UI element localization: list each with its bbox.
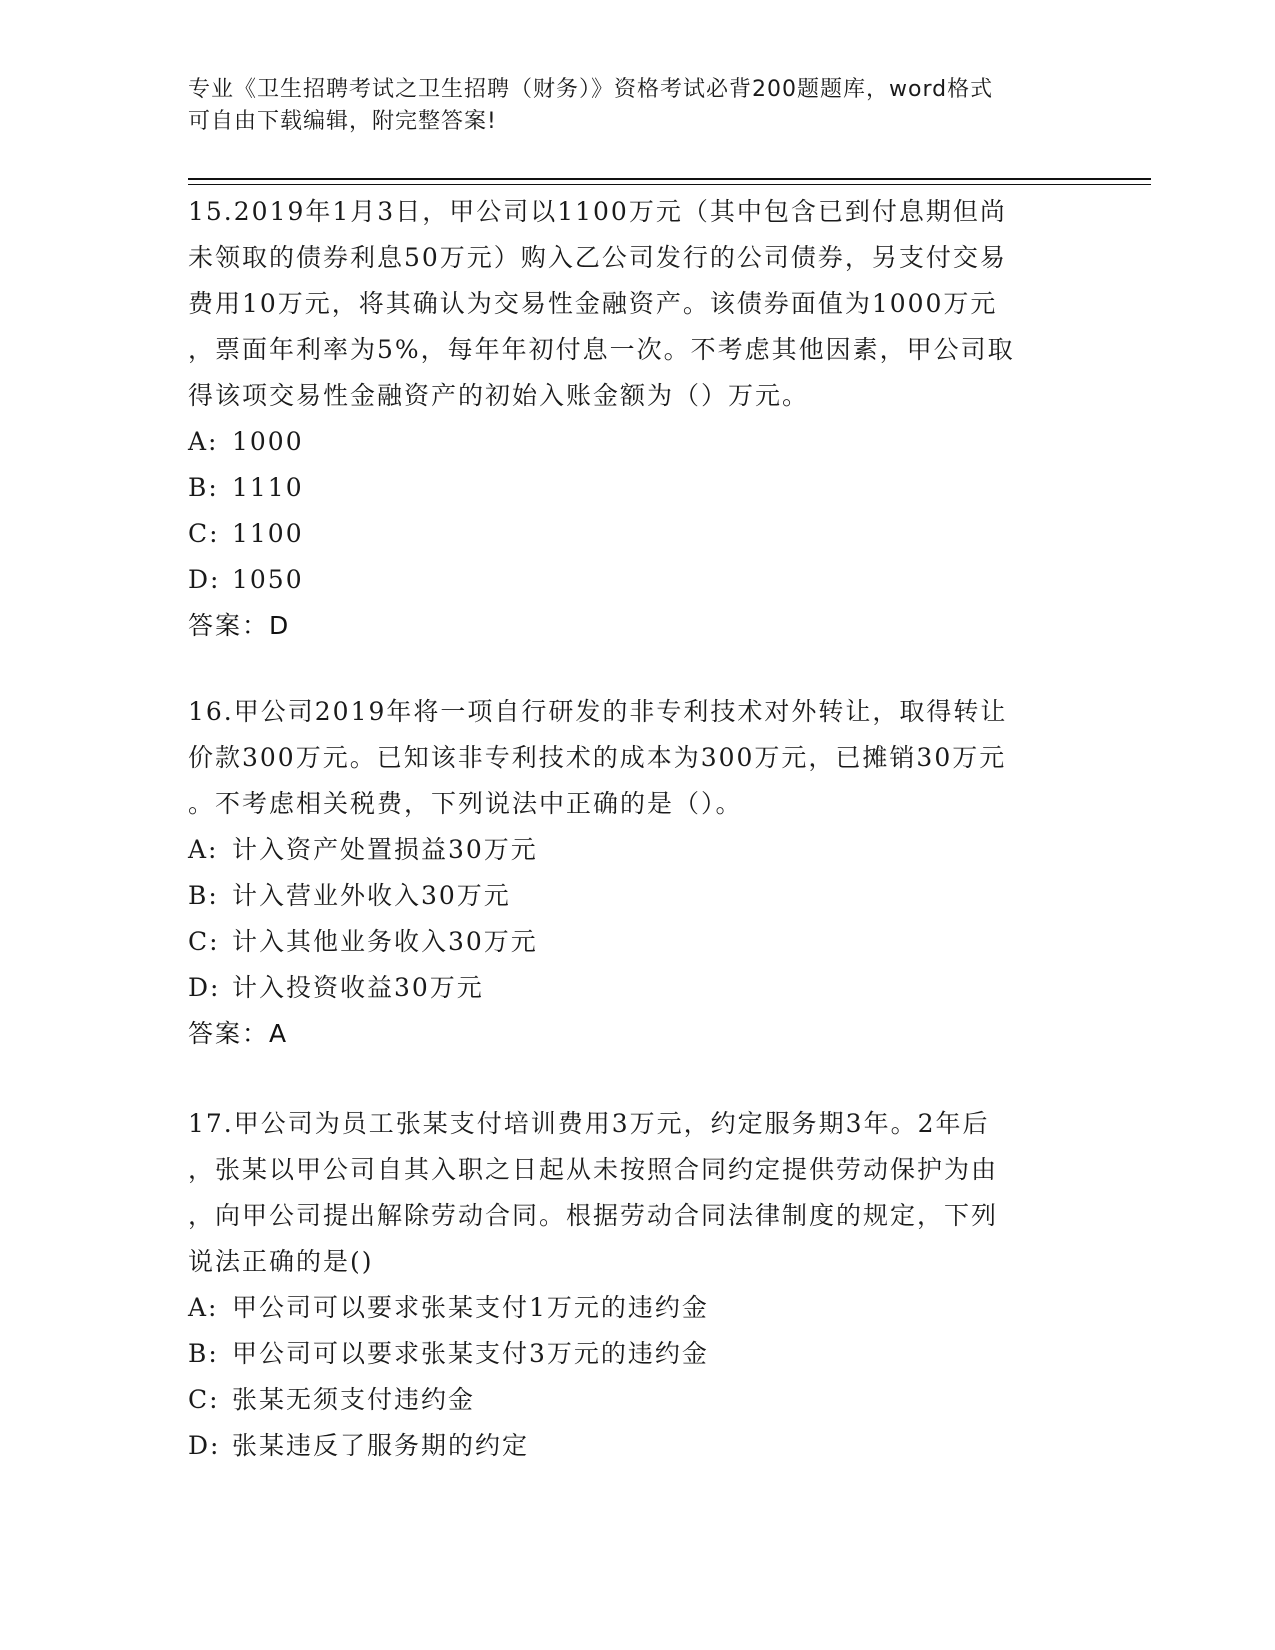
option-key: B: [188,1339,219,1368]
option-text: 计入投资收益30万元 [232,973,484,1002]
stem-line: 得该项交易性金融资产的初始入账金额为（）万元。 [188,381,810,410]
stem-line: 。不考虑相关税费，下列说法中正确的是（）。 [188,789,743,818]
question-stem [188,689,1078,827]
answer-label: 答案：D [188,611,291,640]
option-text: 计入资产处置损益30万元 [232,835,538,864]
option-key: C: [188,519,220,548]
option-key: B: [188,473,219,502]
header-divider-thick [188,178,1151,180]
stem-line: 17.甲公司为员工张某支付培训费用3万元，约定服务期3年。2年后 [188,1109,990,1138]
header-divider-thin [188,184,1151,185]
option-text: 1110 [232,473,304,502]
stem-line: 价款300万元。已知该非专利技术的成本为300万元，已摊销30万元 [188,743,1007,772]
question-stem [188,1101,1078,1285]
stem-line: 未领取的债券利息50万元）购入乙公司发行的公司债券，另支付交易 [188,243,1007,272]
option-text: 张某违反了服务期的约定 [232,1431,530,1460]
header-line-1: 专业《卫生招聘考试之卫生招聘（财务）》资格考试必背200题题库，word格式 [188,77,994,102]
option-d [188,557,1078,603]
option-key: C: [188,1385,220,1414]
option-c [188,919,1078,965]
option-a [188,1285,1078,1331]
option-key: A: [188,427,219,456]
stem-line: ，票面年利率为5%，每年年初付息一次。不考虑其他因素，甲公司取 [188,335,1015,364]
option-key: D: [188,565,221,594]
option-d [188,1423,1078,1469]
option-text: 计入营业外收入30万元 [232,881,511,910]
question-17 [188,1101,1078,1469]
option-c [188,511,1078,557]
option-key: D: [188,1431,221,1460]
option-b [188,1331,1078,1377]
document-header [188,74,1068,138]
option-text: 甲公司可以要求张某支付3万元的违约金 [232,1339,709,1368]
stem-line: ，张某以甲公司自其入职之日起从未按照合同约定提供劳动保护为由 [188,1155,999,1184]
question-15 [188,189,1078,649]
stem-line: 说法正确的是() [188,1247,374,1276]
option-text: 1100 [232,519,304,548]
option-key: C: [188,927,220,956]
answer-label: 答案：A [188,1019,289,1048]
option-b [188,465,1078,511]
header-line-2: 可自由下载编辑，附完整答案! [188,109,497,134]
option-a [188,827,1078,873]
option-text: 计入其他业务收入30万元 [232,927,538,956]
option-c [188,1377,1078,1423]
option-key: A: [188,1293,219,1322]
question-stem [188,189,1078,419]
option-key: B: [188,881,219,910]
option-b [188,873,1078,919]
option-d [188,965,1078,1011]
stem-line: 费用10万元，将其确认为交易性金融资产。该债券面值为1000万元 [188,289,998,318]
option-text: 1000 [232,427,304,456]
stem-line: 16.甲公司2019年将一项自行研发的非专利技术对外转让，取得转让 [188,697,1008,726]
option-text: 张某无须支付违约金 [232,1385,476,1414]
option-key: A: [188,835,219,864]
option-text: 1050 [232,565,304,594]
stem-line: ，向甲公司提出解除劳动合同。根据劳动合同法律制度的规定，下列 [188,1201,999,1230]
option-key: D: [188,973,221,1002]
option-text: 甲公司可以要求张某支付1万元的违约金 [232,1293,709,1322]
stem-line: 15.2019年1月3日，甲公司以1100万元（其中包含已到付息期但尚 [188,197,1007,226]
question-16 [188,689,1078,1057]
option-a [188,419,1078,465]
